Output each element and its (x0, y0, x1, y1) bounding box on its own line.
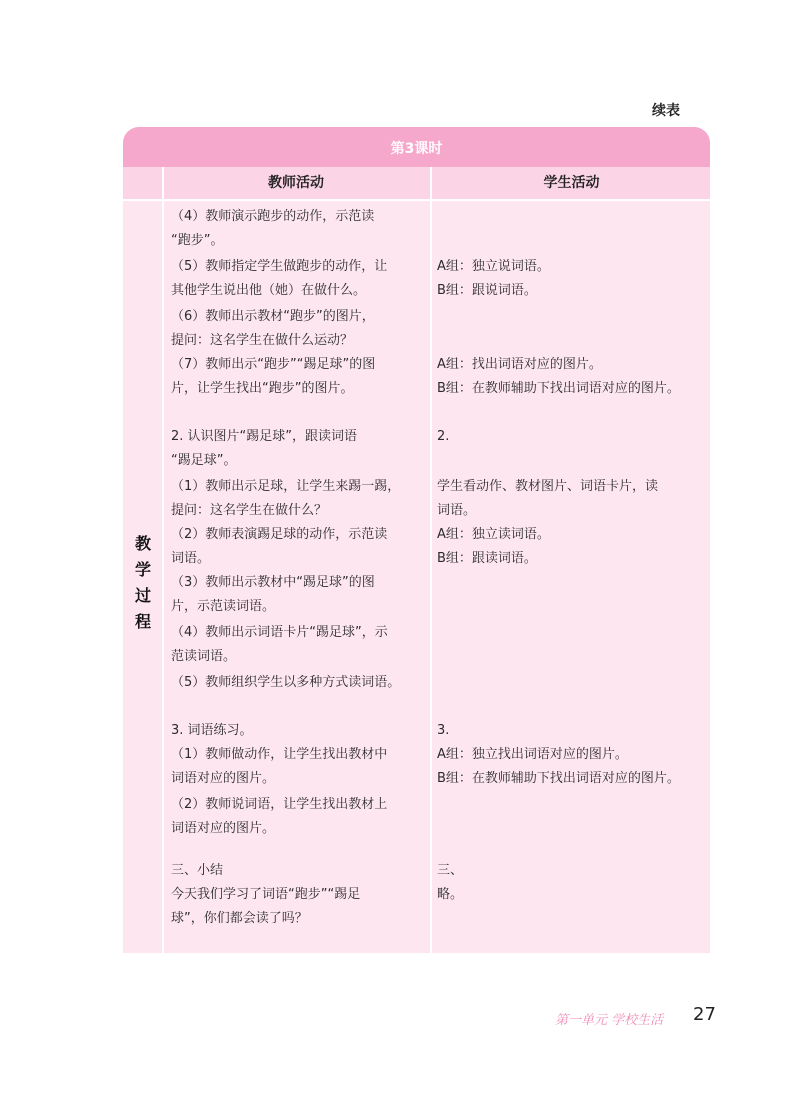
teacher-line: “踢足球”。 (171, 453, 237, 468)
teacher-line: （2）教师说词语，让学生找出教材上 (171, 797, 388, 812)
teacher-column-header: 教师活动 (268, 175, 324, 191)
student-line: A组：独立说词语。 (437, 259, 550, 274)
row-label-char: 教 (135, 534, 152, 553)
continued-label: 续表 (652, 103, 680, 119)
teacher-line: 2. 认识图片“踢足球”，跟读词语 (171, 429, 358, 444)
teacher-line: （4）教师演示跑步的动作，示范读 (171, 209, 375, 224)
student-line: 2. (437, 429, 450, 444)
teacher-line: 提问：这名学生在做什么运动？ (171, 333, 354, 348)
teacher-line: 词语对应的图片。 (171, 821, 276, 836)
row-label-char: 程 (135, 612, 152, 631)
teacher-line: 三、小结 (171, 863, 224, 878)
student-line: B组：跟读词语。 (437, 551, 537, 566)
teacher-line: （2）教师表演踢足球的动作，示范读 (171, 527, 388, 542)
activity-column-divider (430, 167, 432, 953)
student-line: 3. (437, 723, 450, 738)
student-line: B组：在教师辅助下找出词语对应的图片。 (437, 771, 680, 786)
student-column-header: 学生活动 (543, 175, 600, 191)
teacher-line: （1）教师做动作，让学生找出教材中 (171, 747, 388, 762)
student-line: A组：找出词语对应的图片。 (437, 357, 602, 372)
teacher-line: （6）教师出示教材“跑步”的图片， (171, 309, 375, 324)
row-label-teaching-process (123, 201, 163, 953)
student-line: 词语。 (437, 503, 477, 518)
teacher-line: 词语。 (171, 551, 211, 566)
student-line: 三、 (437, 863, 464, 878)
teacher-line: 提问：这名学生在做什么？ (171, 503, 328, 518)
teacher-line: （1）教师出示足球，让学生来踢一踢， (171, 479, 401, 494)
student-line: A组：独立找出词语对应的图片。 (437, 747, 628, 762)
teacher-line: （7）教师出示“跑步”“踢足球”的图 (171, 357, 376, 372)
teacher-line: 今天我们学习了词语“跑步”“踢足 (171, 887, 361, 902)
teacher-line: 其他学生说出他（她）在做什么。 (171, 283, 367, 298)
teacher-line: 球”，你们都会读了吗？ (171, 911, 308, 926)
teacher-line: 词语对应的图片。 (171, 771, 276, 786)
row-label-char: 过 (135, 586, 152, 605)
page-number: 27 (693, 1004, 716, 1025)
header-divider (123, 199, 710, 201)
session-title: 第3课时 (123, 127, 710, 167)
unit-footer: 第一单元 学校生活 (555, 1013, 664, 1028)
teacher-line: 片，让学生找出“跑步”的图片。 (171, 381, 354, 396)
teacher-line: （4）教师出示词语卡片“踢足球”，示 (171, 625, 388, 640)
student-line: A组：独立读词语。 (437, 527, 550, 542)
student-line: 学生看动作、教材图片、词语卡片，读 (437, 479, 659, 494)
lesson-table (123, 127, 710, 953)
column-header-row (123, 167, 710, 199)
teacher-line: （5）教师指定学生做跑步的动作，让 (171, 259, 388, 274)
student-line: B组：跟说词语。 (437, 283, 537, 298)
student-line: B组：在教师辅助下找出词语对应的图片。 (437, 381, 680, 396)
row-label-char: 学 (135, 560, 152, 579)
teacher-line: （3）教师出示教材中“踢足球”的图 (171, 575, 375, 590)
teacher-line: “跑步”。 (171, 233, 224, 248)
teacher-line: 3. 词语练习。 (171, 723, 253, 738)
student-line: 略。 (437, 887, 464, 902)
teacher-line: （5）教师组织学生以多种方式读词语。 (171, 675, 401, 690)
teacher-line: 片，示范读词语。 (171, 599, 276, 614)
teacher-line: 范读词语。 (171, 649, 237, 664)
